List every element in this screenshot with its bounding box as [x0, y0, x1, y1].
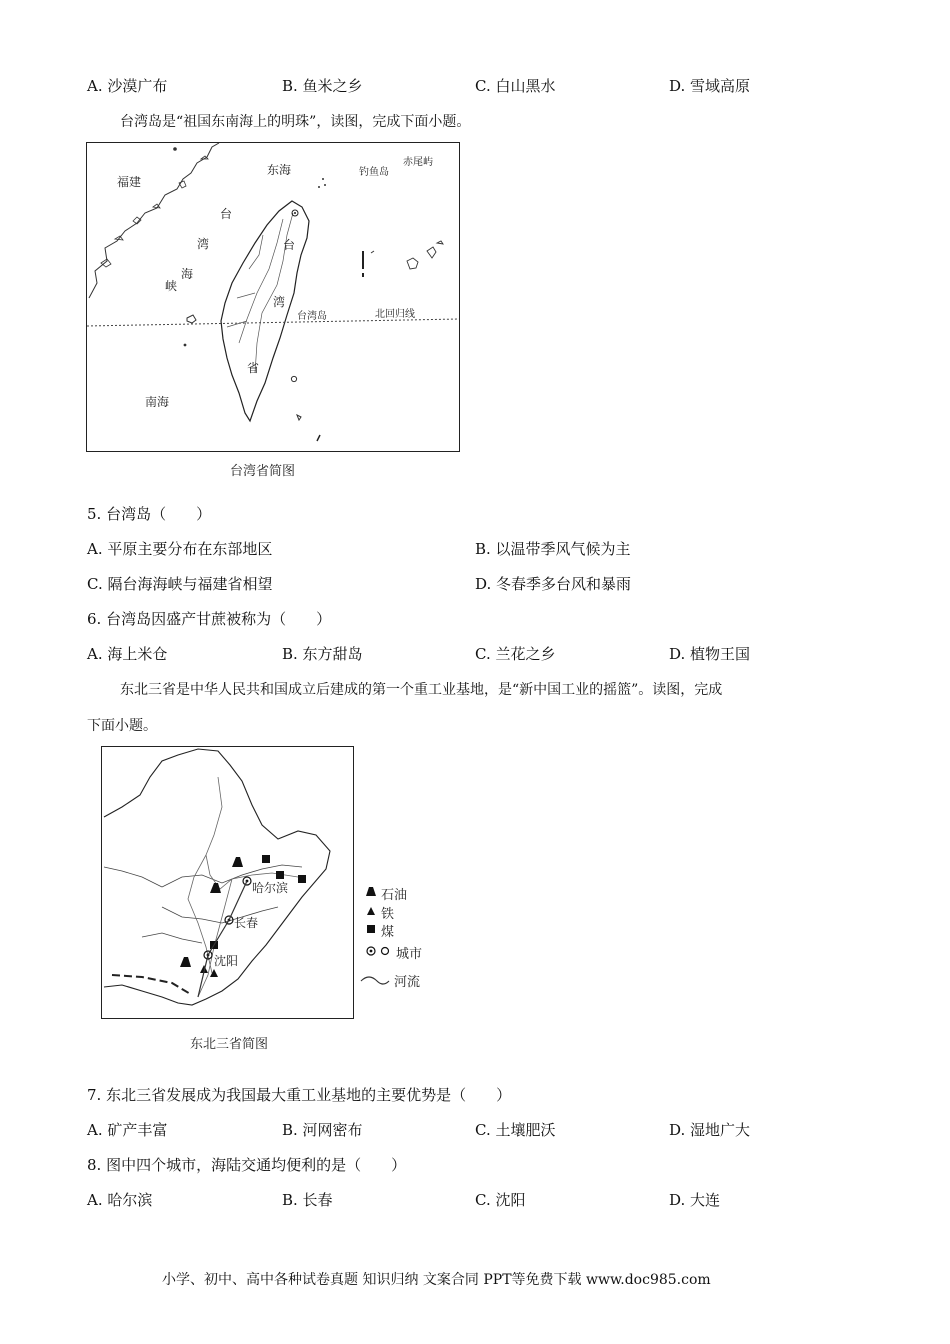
legend-oil-label: 石油 [381, 888, 408, 903]
legend-coal-label: 煤 [381, 925, 395, 940]
q6-option-b: B. 东方甜岛 [282, 645, 363, 663]
chiwei-label: 赤尾屿 [403, 157, 433, 168]
legend-city-label: 城市 [396, 947, 423, 962]
legend-city-symbol [382, 948, 389, 955]
nanhai-label: 南海 [145, 395, 170, 409]
harbin-label: 哈尔滨 [252, 881, 289, 895]
northeast-map-drawing [102, 747, 353, 1018]
shenyang-label: 沈阳 [214, 954, 239, 968]
province-char-sheng: 省 [247, 361, 260, 375]
q6-option-d: D. 植物王国 [669, 645, 751, 663]
legend-city-symbol-capital [367, 947, 375, 955]
q5-option-c: C. 隔台海海峡与福建省相望 [87, 575, 273, 593]
northeast-map-caption: 东北三省简图 [190, 1037, 269, 1052]
q4-option-c: C. 白山黑水 [475, 77, 556, 95]
q5-option-d: D. 冬春季多台风和暴雨 [475, 575, 632, 593]
fujian-label: 福建 [117, 175, 142, 189]
q7-option-d: D. 湿地广大 [669, 1121, 751, 1139]
tropic-label: 北回归线 [375, 309, 415, 320]
legend-river-symbol [361, 977, 389, 984]
donghai-label: 东海 [267, 163, 292, 177]
taiwan-map [86, 142, 460, 452]
legend-coal-symbol [367, 925, 375, 933]
q6-option-a: A. 海上米仓 [87, 645, 168, 663]
q8-option-b: B. 长春 [282, 1191, 333, 1209]
q8-option-c: C. 沈阳 [475, 1191, 526, 1209]
page-footer: 小学、初中、高中各种试卷真题 知识归纳 文案合同 PPT等免费下载 www.doc985.com [162, 1272, 711, 1288]
legend-oil-symbol [366, 887, 376, 896]
province-char-tai: 台 [283, 238, 296, 252]
q5-option-a: A. 平原主要分布在东部地区 [87, 540, 273, 558]
q5-option-b: B. 以温带季风气候为主 [475, 540, 631, 558]
q5-stem: 5. 台湾岛（ ） [87, 505, 212, 523]
q8-option-d: D. 大连 [669, 1191, 721, 1209]
q4-option-d: D. 雪域高原 [669, 77, 751, 95]
q7-option-a: A. 矿产丰富 [87, 1121, 168, 1139]
q4-option-a: A. 沙漠广布 [87, 77, 168, 95]
q8-option-a: A. 哈尔滨 [87, 1191, 153, 1209]
taiwan-island-label: 台湾岛 [297, 311, 327, 322]
legend-iron-symbol [367, 907, 375, 915]
strait-char-tai: 台 [220, 207, 233, 221]
q6-option-c: C. 兰花之乡 [475, 645, 556, 663]
northeast-map [101, 746, 354, 1019]
q7-option-b: B. 河网密布 [282, 1121, 363, 1139]
strait-char-hai: 海 [181, 267, 194, 281]
q8-stem: 8. 图中四个城市，海陆交通均便利的是（ ） [87, 1156, 407, 1174]
q6-stem: 6. 台湾岛因盛产甘蔗被称为（ ） [87, 610, 332, 628]
taiwan-map-caption: 台湾省简图 [230, 464, 296, 479]
strait-char-xia: 峡 [165, 279, 178, 293]
northeast-intro-line2: 下面小题。 [87, 718, 157, 734]
q4-option-b: B. 鱼米之乡 [282, 77, 363, 95]
province-char-wan: 湾 [273, 295, 286, 309]
q7-option-c: C. 土壤肥沃 [475, 1121, 556, 1139]
taiwan-intro: 台湾岛是“祖国东南海上的明珠”，读图，完成下面小题。 [120, 114, 471, 130]
diaoyu-label: 钓鱼岛 [359, 167, 389, 178]
legend-iron-label: 铁 [381, 907, 395, 922]
legend-river-label: 河流 [394, 975, 421, 990]
northeast-intro-line1: 东北三省是中华人民共和国成立后建成的第一个重工业基地，是“新中国工业的摇篮”。读图，完成 [120, 682, 723, 698]
q7-stem: 7. 东北三省发展成为我国最大重工业基地的主要优势是（ ） [87, 1086, 512, 1104]
strait-char-wan: 湾 [197, 237, 210, 251]
changchun-label: 长春 [234, 916, 259, 930]
